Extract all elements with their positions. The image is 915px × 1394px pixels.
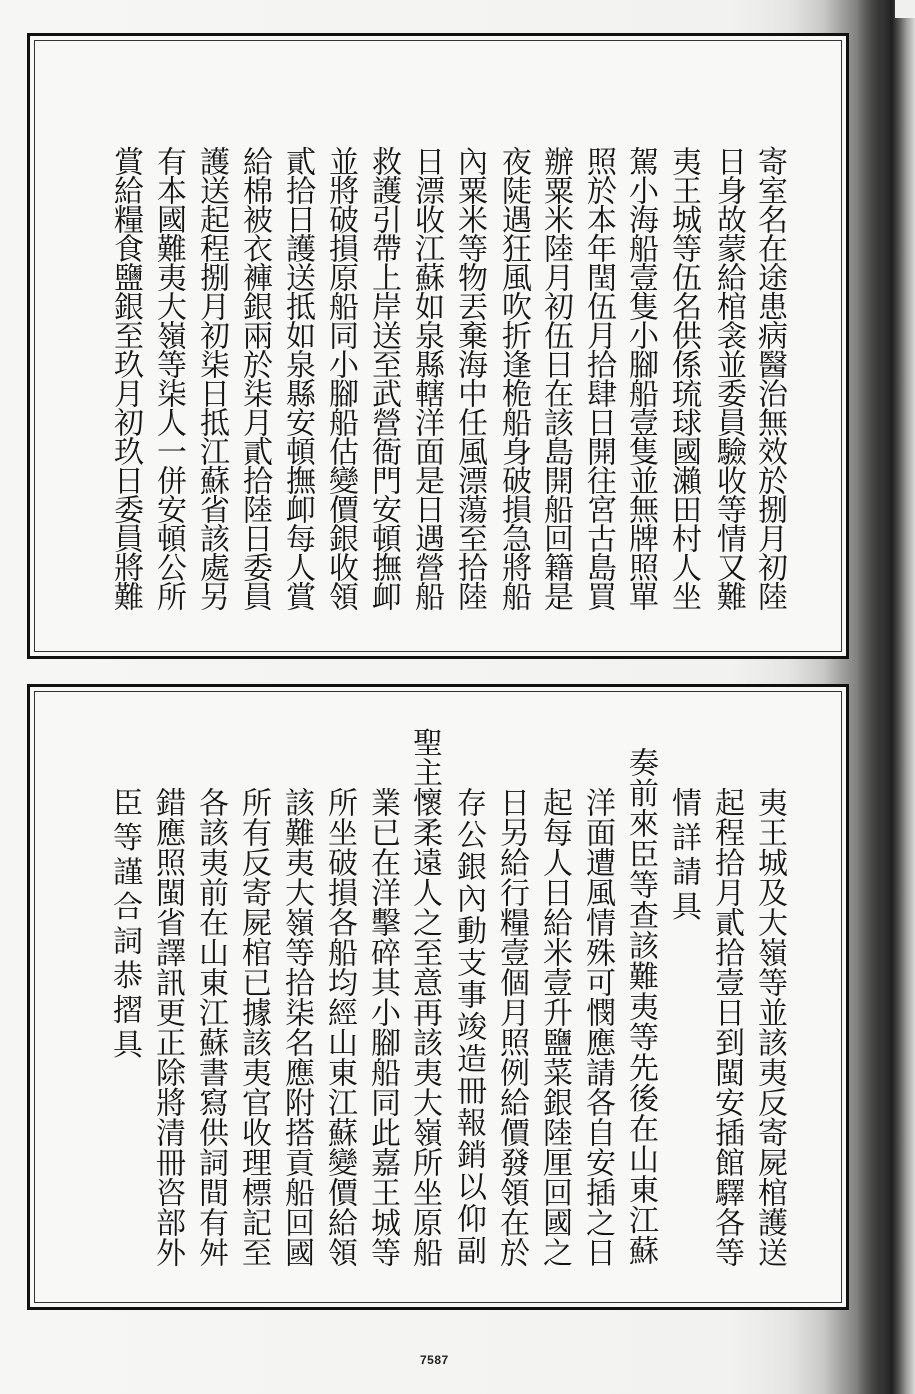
text-column: 起每人日給米壹升鹽菜銀陸厘回國之 (537, 787, 572, 1267)
text-column: 存公銀內動支事竣造冊報銷以仰副 (451, 787, 486, 1267)
text-column: 夷王城等伍名供係琉球國瀨田村人坐 (666, 146, 701, 610)
text-column: 洋面遭風情殊可憫應請各自安插之日 (580, 787, 615, 1267)
text-column: 有本國難夷大嶺等柒人一併安頓公所 (151, 146, 186, 610)
text-column: 夷王城及大嶺等並該夷反寄屍棺護送 (752, 787, 787, 1267)
page-edge (895, 0, 915, 18)
text-column: 夜陡遇狂風吹折逢桅船身破損急將船 (496, 146, 531, 610)
page-number: 7587 (420, 1353, 449, 1367)
text-column: 內粟米等物丟棄海中任風漂蕩至拾陸 (452, 146, 487, 610)
text-column: 駕小海船壹隻小腳船壹隻並無牌照單 (623, 146, 658, 610)
text-column: 奏前來臣等查該難夷等先後在山東江蘇 (623, 747, 658, 1266)
top-memorial-panel (27, 33, 849, 659)
text-column: 照於本年閏伍月拾肆日開往宮古島買 (581, 146, 616, 610)
text-column: 日身故蒙給棺衾並委員驗收等情又難 (711, 146, 746, 610)
text-column: 所坐破損各船均經山東江蘇變價給領 (322, 787, 357, 1267)
text-column: 賞給糧食鹽銀至玖月初玖日委員將難 (108, 146, 143, 610)
text-column: 該難夷大嶺等拾柒名應附搭貢船回國 (279, 787, 314, 1267)
text-column: 情詳請具 (666, 787, 701, 925)
text-column: 錯應照閩省譯訊更正除將清冊咨部外 (150, 787, 185, 1267)
text-column: 聖主懷柔遠人之至意再該夷大嶺所坐原船 (407, 727, 442, 1267)
text-column: 救護引帶上岸送至武營衙門安頓撫卹 (366, 146, 401, 610)
text-column: 日另給行糧壹個月照例給價發領在於 (494, 787, 529, 1267)
text-column: 寄室名在途患病醫治無效於捌月初陸 (752, 146, 787, 610)
text-column: 給棉被衣褲銀兩於柒月貳拾陸日委員 (237, 146, 272, 610)
text-column: 臣等謹合詞恭摺具 (107, 787, 142, 1063)
text-column: 日漂收江蘇如泉縣轄洋面是日遇營船 (409, 146, 444, 610)
text-column: 辦粟米陸月初伍日在該島開船回籍是 (538, 146, 573, 610)
text-column: 業已在洋擊碎其小腳船同此嘉王城等 (365, 787, 400, 1267)
text-column: 護送起程捌月初柒日抵江蘇省該處另 (194, 146, 229, 610)
text-column: 起程拾月貳拾壹日到閩安插館驛各等 (709, 787, 744, 1267)
text-column: 各該夷前在山東江蘇書寫供詞間有舛 (193, 787, 228, 1267)
text-column: 所有反寄屍棺已據該夷官收理標記至 (236, 787, 271, 1267)
text-column: 貳拾日護送抵如泉縣安頓撫卹每人賞 (280, 146, 315, 610)
text-column: 並將破損原船同小腳船估變價銀收領 (323, 146, 358, 610)
bottom-memorial-panel (27, 684, 849, 1310)
book-spine-shadow (857, 0, 915, 1394)
